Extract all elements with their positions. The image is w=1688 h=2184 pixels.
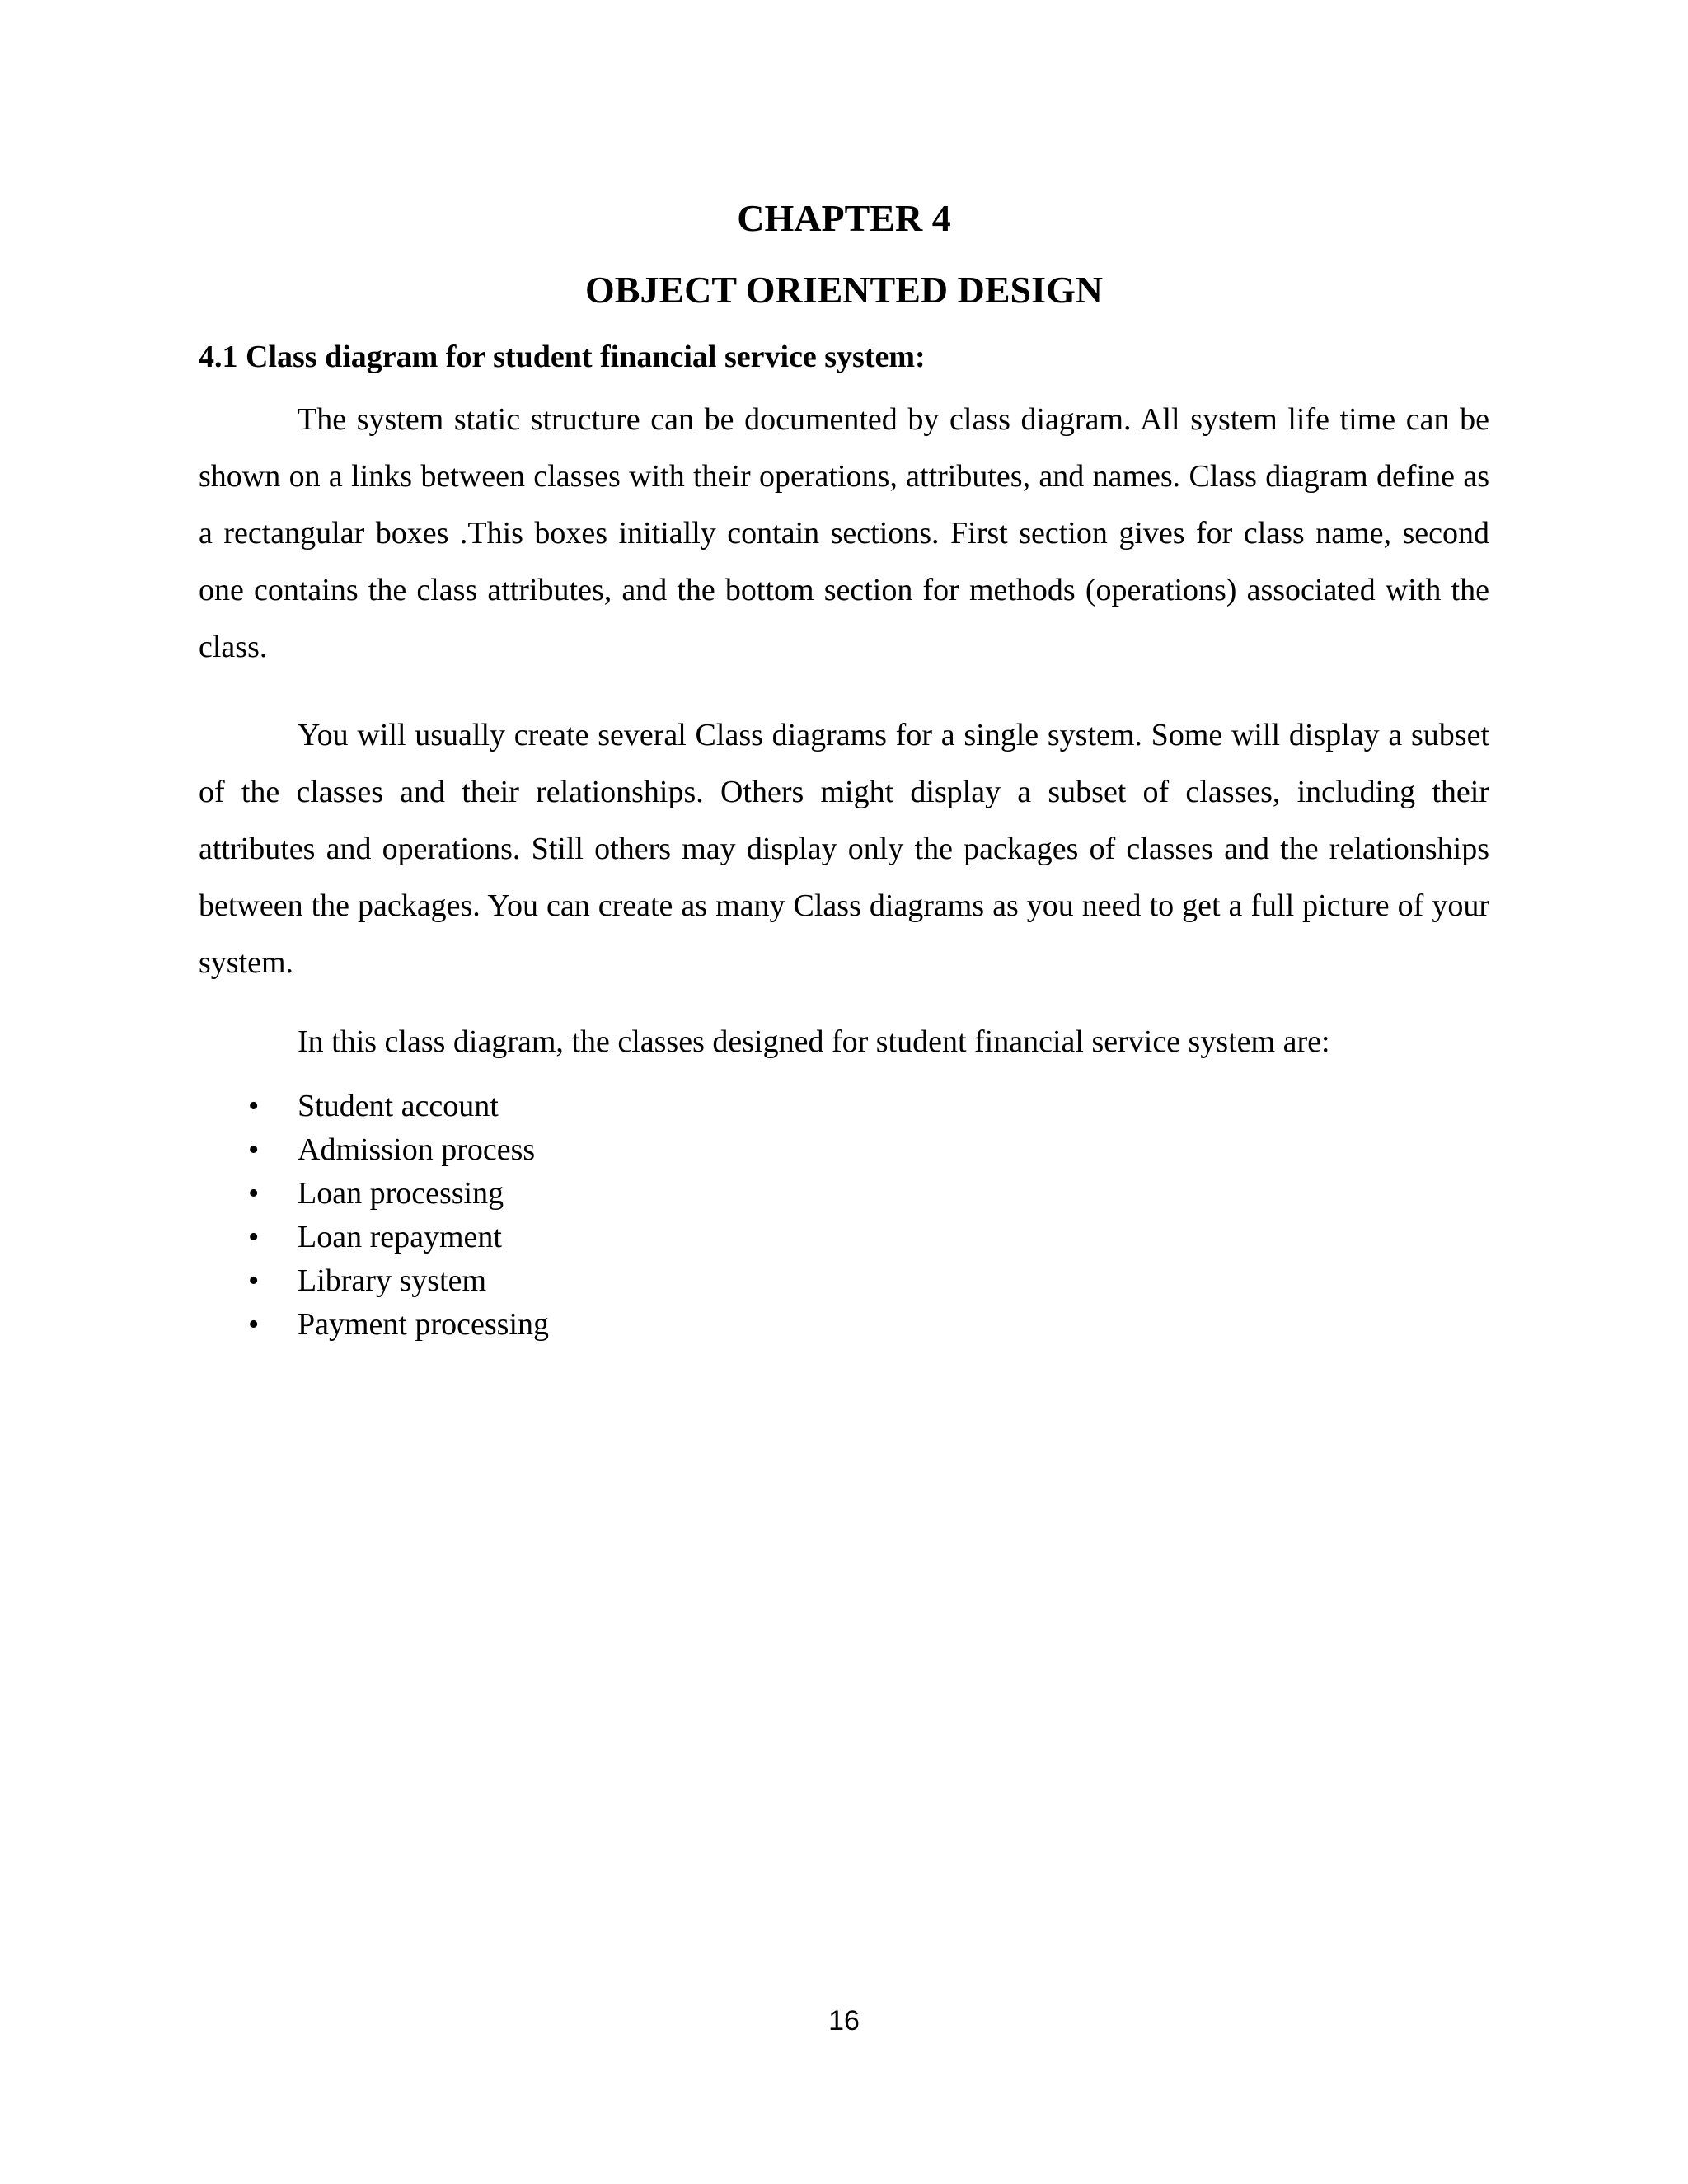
list-item-label: Library system	[298, 1263, 487, 1298]
paragraph-multiple-diagrams: You will usually create several Class diagrams for a single system. Some will display a subset of the classes and their relationships. Others might display a subset of classes, including their attributes and operations. Still others may display only the packages of classes and the relationships between the packages. You can create as many Class diagrams as you need to get a full picture of your system.	[199, 718, 1489, 980]
bullet-icon: •	[248, 1176, 260, 1211]
chapter-subtitle: OBJECT ORIENTED DESIGN	[585, 269, 1103, 311]
list-item	[199, 1259, 549, 1303]
class-list	[199, 1085, 549, 1347]
list-item	[199, 1303, 549, 1347]
list-item	[199, 1128, 549, 1172]
list-item-label: Loan processing	[298, 1176, 504, 1211]
list-item	[199, 1216, 549, 1259]
list-item-label: Student account	[298, 1089, 499, 1123]
section-heading: 4.1 Class diagram for student financial service system:	[199, 340, 926, 374]
list-item	[199, 1085, 549, 1128]
bullet-icon: •	[248, 1307, 260, 1342]
bullet-icon: •	[248, 1220, 260, 1254]
paragraph-class-diagram-intro: The system static structure can be documented by class diagram. All system life time can be shown on a links between classes with their operations, attributes, and names. Class diagram define as a rectangular boxes .This boxes initially contain sections. First section gives for class name, second one contains the class attributes, and the bottom section for methods (operations) associated with the class.	[199, 402, 1489, 664]
paragraph-classes-lead-in: In this class diagram, the classes designed for student financial service system are:	[298, 1024, 1330, 1059]
list-item-label: Admission process	[298, 1132, 536, 1167]
bullet-icon: •	[248, 1089, 260, 1123]
page-number: 16	[828, 2005, 860, 2036]
list-item-label: Loan repayment	[298, 1220, 502, 1254]
list-item-label: Payment processing	[298, 1307, 550, 1342]
chapter-title: CHAPTER 4	[737, 197, 951, 239]
bullet-icon: •	[248, 1263, 260, 1298]
bullet-icon: •	[248, 1132, 260, 1167]
list-item	[199, 1172, 549, 1216]
